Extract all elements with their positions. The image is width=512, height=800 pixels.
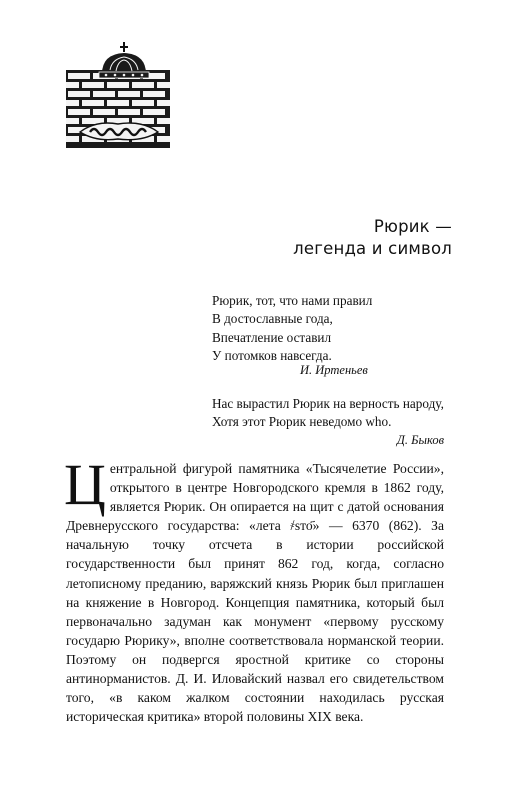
epigraph-author: И. Иртеньев (300, 363, 368, 377)
ornament-cartouche (80, 123, 158, 140)
epigraph-line: Нас вырастил Рюрик на верность народу, (212, 396, 444, 411)
drop-cap: Ц (64, 452, 106, 517)
epigraph-line: У потомков навсегда. (212, 347, 332, 363)
epigraph-line: Рюрик, тот, что нами правил (212, 293, 373, 308)
chapter-emblem (66, 40, 170, 148)
epigraph-2 (212, 395, 444, 432)
chapter-title-line-1: Рюрик — (373, 217, 452, 236)
epigraph-line: Впечатление оставил (212, 329, 332, 345)
chapter-title-line-2: легенда и символ (293, 239, 452, 258)
crown-icon (99, 42, 149, 78)
body-paragraph (64, 452, 444, 726)
epigraph-author: Д. Быков (396, 433, 444, 447)
paragraph-text: ентральной фигурой памятника «Тысячелетие России», открытого в центре Новгородского кремля в 1862 году, является Рюрик. Он опирается на щит с датой основания Древнерусского государства: «лета ҂ѕто҃» — 6370 (862). За начальную точку отсчета в истории российской государственности был принят 862 год, когда, согласно летописному преданию, варяжский князь Рюрик был приглашен на княжение в Новгород. Концепция памятника, который был первоначально задуман как монумент «первому русскому государю Рюрику», вполне соответствовала норманской теории. Поэтому он подвергся яростной критике со стороны антинорманистов. Д. И. Иловайский назвал его свидетельством того, «в каком жалком состоянии находилась русская историческая критика» второй половины XIX века. (66, 461, 444, 725)
epigraph-line: В достославные года, (212, 311, 333, 327)
chapter-title (293, 216, 452, 260)
epigraph-line: Хотя этот Рюрик неведомо who. (212, 414, 392, 430)
epigraph-1 (212, 292, 372, 365)
